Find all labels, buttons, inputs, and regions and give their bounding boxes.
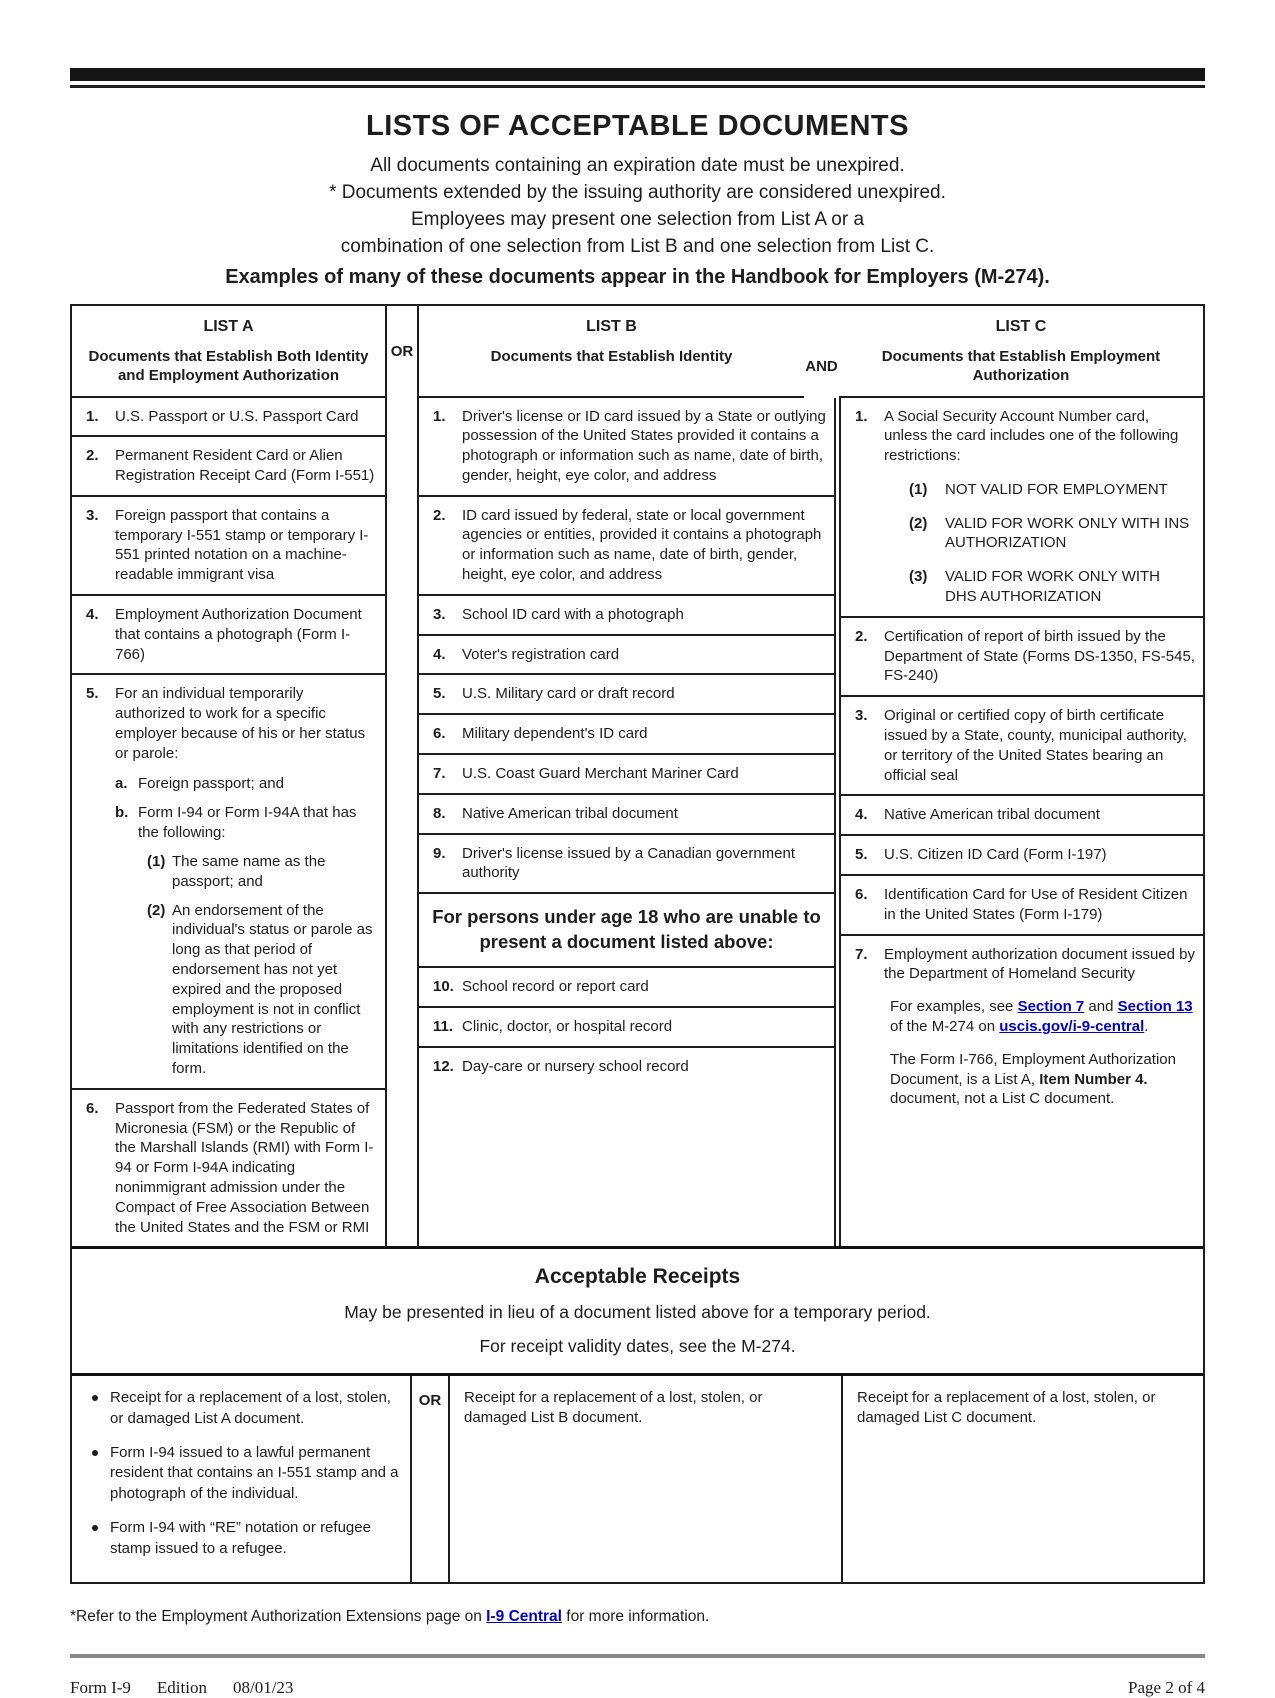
list-a-item-2 [72, 437, 385, 497]
intro-line-3: Employees may present one selection from List A or a [410, 209, 865, 230]
paragraph-text: For examples, see [890, 998, 1018, 1016]
list-a-item-5b2 [147, 901, 377, 1079]
list-a-item-6 [72, 1090, 385, 1247]
item-text: Certification of report of birth issued by the Department of State (Forms DS-1350, FS-545, FS-240) [884, 627, 1195, 685]
list-c-item-2 [841, 618, 1203, 697]
item-text: A Social Security Account Number card, unless the card includes one of the following restrictions: [884, 407, 1179, 465]
list-a-item-1 [72, 398, 385, 438]
list-b-item-4 [419, 636, 834, 676]
link-uscis-i9-central[interactable]: uscis.gov/i-9-central [999, 1018, 1145, 1036]
item-text: Employment Authorization Document that contains a photograph (Form I-766) [115, 606, 362, 663]
list-b-item-10 [419, 968, 834, 1008]
list-a-item-5b1 [147, 852, 377, 892]
item-number: (2) [147, 901, 166, 919]
item-text: VALID FOR WORK ONLY WITH DHS AUTHORIZATION [945, 568, 1161, 606]
footnote [70, 1608, 1205, 1626]
footer-page-number: Page 2 of 4 [1128, 1678, 1205, 1698]
list-a-column [72, 398, 387, 1247]
item-number: 5. [433, 685, 446, 703]
footer-form-name: Form I-9 [70, 1678, 131, 1698]
acceptable-receipts-title: Acceptable Receipts [534, 1265, 741, 1289]
intro-text [70, 152, 1205, 260]
list-b-item-5 [419, 675, 834, 715]
list-c-item-6 [841, 876, 1203, 936]
item-number: 6. [855, 886, 868, 904]
item-number: (2) [909, 514, 928, 532]
acceptable-receipts-header [72, 1246, 1203, 1376]
item-text: School ID card with a photograph [462, 605, 684, 623]
m274-examples-paragraph [890, 997, 1195, 1037]
list-b-item-1 [419, 398, 834, 497]
list-b-column [419, 398, 836, 1247]
intro-line-4: combination of one selection from List B and one selection from List C. [340, 236, 935, 257]
handbook-note: Examples of many of these documents appear in the Handbook for Employers (M-274). [225, 266, 1050, 288]
list-c-item-4 [841, 796, 1203, 836]
receipts-list-a-cell [72, 1376, 412, 1582]
item-text: U.S. Citizen ID Card (Form I-197) [884, 846, 1107, 864]
item-number: 4. [433, 645, 446, 663]
item-text: Foreign passport that contains a temporary I-551 stamp or temporary I-551 printed notation on a machine-readable immigrant visa [115, 506, 369, 584]
item-text: Military dependent's ID card [462, 725, 648, 743]
list-b-item-12 [419, 1048, 834, 1247]
item-text: Employment authorization document issued by the Department of Homeland Security [884, 945, 1196, 983]
paragraph-text: of the M-274 on [890, 1018, 1000, 1036]
item-number: 1. [855, 407, 868, 425]
footer-edition-date: 08/01/23 [232, 1678, 294, 1698]
list-b-subtitle: Documents that Establish Identity [490, 348, 733, 365]
item-letter: b. [115, 804, 129, 822]
footnote-text: for more information. [561, 1608, 710, 1626]
list-c-column [839, 398, 1203, 1247]
list-a-item-4 [72, 596, 385, 675]
item-text: Form I-94 or Form I-94A that has the following: [138, 804, 357, 842]
under-18-header: For persons under age 18 who are unable to present a document listed above: [419, 894, 834, 968]
receipts-or-label: OR [412, 1376, 450, 1582]
intro-line-2: * Documents extended by the issuing authority are considered unexpired. [329, 182, 946, 203]
receipt-text: Form I-94 issued to a lawful permanent resident that contains an I-551 stamp and a photograph of the individual. [110, 1443, 399, 1503]
receipt-bullet [72, 1388, 400, 1429]
bullet-icon [92, 1395, 98, 1401]
bullet-icon [92, 1525, 98, 1531]
item-number: 3. [855, 707, 868, 725]
acceptable-documents-table [70, 304, 1205, 1584]
item-text: Voter's registration card [462, 645, 620, 663]
table-body [72, 398, 1203, 1247]
item-number: 12. [433, 1057, 454, 1075]
footer-rule [70, 1654, 1205, 1658]
receipt-text: Form I-94 with “RE” notation or refugee stamp issued to a refugee. [110, 1518, 371, 1557]
item-text: Original or certified copy of birth certificate issued by a State, county, municipal authority, or territory of the United States bearing an official seal [884, 707, 1187, 784]
list-c-subtitle: Documents that Establish Employment Authorization [881, 348, 1161, 384]
item-number: (1) [909, 480, 928, 498]
list-a-item-5a [115, 774, 377, 794]
item-number: 7. [433, 765, 446, 783]
item-number: 8. [433, 804, 446, 822]
item-number: 3. [433, 605, 446, 623]
list-c-header [839, 306, 1203, 398]
receipt-text: Receipt for a replacement of a lost, stolen, or damaged List A document. [110, 1389, 391, 1428]
item-text: Driver's license issued by a Canadian government authority [462, 844, 796, 882]
item-text: Native American tribal document [884, 806, 1100, 824]
item-number: (3) [909, 568, 928, 586]
list-c-item-7 [841, 936, 1203, 1247]
receipts-columns [72, 1376, 1203, 1582]
item-text: NOT VALID FOR EMPLOYMENT [945, 480, 1168, 498]
link-section-7[interactable]: Section 7 [1017, 998, 1085, 1016]
list-b-item-7 [419, 755, 834, 795]
list-b-item-6 [419, 715, 834, 755]
list-a-subtitle: Documents that Establish Both Identity and Employment Authorization [88, 348, 369, 384]
ssn-restriction-3 [909, 567, 1195, 607]
list-c-item-5 [841, 836, 1203, 876]
footnote-text: *Refer to the Employment Authorization Extensions page on [70, 1608, 487, 1626]
footer-edition-label: Edition [156, 1678, 207, 1698]
item-text: School record or report card [462, 978, 649, 996]
list-c-title: LIST C [995, 318, 1047, 335]
list-a-header [72, 306, 387, 398]
receipt-bullet [72, 1518, 400, 1559]
item-text: Passport from the Federated States of Micronesia (FSM) or the Republic of the Marshall Islands (RMI) with Form I-94 or Form I-94A indicating nonimmigrant admission under the Compact of Free Association Between the United States and the FSM or RMI [115, 1099, 374, 1236]
item-number: 3. [86, 506, 99, 524]
item-number: 1. [433, 407, 446, 425]
receipts-line-1: May be presented in lieu of a document listed above for a temporary period. [344, 1302, 931, 1323]
item-text: An endorsement of the individual's status or parole as long as that period of endorsement has not yet expired and the proposed employment is not in conflict with any restrictions or limitations identified on the form. [172, 901, 373, 1078]
item-number: 7. [855, 945, 868, 963]
form-i766-note-paragraph [890, 1050, 1195, 1109]
list-a-item-5b [115, 803, 377, 1078]
top-thin-rule [70, 85, 1205, 88]
item-text: Foreign passport; and [138, 774, 284, 792]
item-text: U.S. Military card or draft record [462, 685, 675, 703]
list-a-title: LIST A [203, 318, 254, 335]
or-divider-column [387, 398, 419, 1247]
item-text: For an individual temporarily authorized to work for a specific employer because of his or her status or parole: [115, 685, 366, 762]
list-b-item-11 [419, 1008, 834, 1048]
page-title: LISTS OF ACCEPTABLE DOCUMENTS [366, 110, 909, 142]
link-i9-central[interactable]: I-9 Central [486, 1608, 562, 1626]
item-number: 4. [855, 806, 868, 824]
item-number: 5. [855, 846, 868, 864]
item-number: 5. [86, 685, 99, 703]
or-divider-label: OR [387, 306, 419, 398]
item-text: ID card issued by federal, state or local government agencies or entities, provided it contains a photograph or information such as name, date of birth, gender, height, eye color, and address [462, 506, 822, 584]
list-b-item-8 [419, 795, 834, 835]
item-text: VALID FOR WORK ONLY WITH INS AUTHORIZATION [945, 514, 1190, 552]
list-b-header [419, 306, 804, 398]
item-number: 2. [433, 506, 446, 524]
item-number: 9. [433, 844, 446, 862]
receipt-bullet [72, 1443, 400, 1505]
list-a-item-5 [72, 675, 385, 1089]
item-number: 6. [433, 725, 446, 743]
item-number: 11. [433, 1017, 454, 1035]
item-text: Driver's license or ID card issued by a State or outlying possession of the United States provided it contains a photograph or information such as name, date of birth, gender, height, eye color, and address [462, 407, 826, 484]
item-text: Clinic, doctor, or hospital record [462, 1017, 673, 1035]
list-c-item-3 [841, 697, 1203, 796]
item-text: U.S. Coast Guard Merchant Mariner Card [462, 765, 739, 783]
paragraph-text: and [1084, 998, 1118, 1016]
footer-form-id [70, 1678, 293, 1698]
and-divider-label: AND [805, 358, 838, 376]
item-number: 10. [433, 978, 454, 996]
table-header-row [72, 306, 1203, 398]
item-number: 6. [86, 1099, 99, 1117]
receipts-list-c-cell: Receipt for a replacement of a lost, stolen, or damaged List C document. [857, 1389, 1156, 1427]
item-text: Permanent Resident Card or Alien Registration Receipt Card (Form I-551) [115, 447, 375, 485]
item-text: Day-care or nursery school record [462, 1057, 689, 1075]
bullet-icon [92, 1450, 98, 1456]
top-thick-rule [70, 68, 1205, 81]
item-text: Native American tribal document [462, 804, 678, 822]
top-rules [70, 0, 1205, 88]
list-b-item-2 [419, 497, 834, 596]
link-section-13[interactable]: Section 13 [1117, 998, 1193, 1016]
item-number: 1. [86, 407, 99, 425]
list-b-title: LIST B [586, 318, 637, 335]
item-number-4-emphasis: Item Number 4. [1039, 1070, 1148, 1088]
item-number: 2. [855, 627, 868, 645]
intro-line-1: All documents containing an expiration date must be unexpired. [370, 155, 905, 176]
paragraph-text: The Form I-766, Employment Authorization Document, is a List A, [890, 1050, 1176, 1088]
ssn-restriction-1 [909, 480, 1195, 500]
item-number: 2. [86, 447, 99, 465]
receipts-line-2: For receipt validity dates, see the M-274. [479, 1336, 796, 1357]
item-text: The same name as the passport; and [172, 853, 326, 890]
list-b-item-9 [419, 835, 834, 895]
item-text: Identification Card for Use of Resident Citizen in the United States (Form I-179) [884, 886, 1188, 923]
item-number: 4. [86, 606, 99, 624]
list-c-item-1 [841, 398, 1203, 618]
list-a-item-3 [72, 497, 385, 596]
item-number: (1) [147, 853, 166, 871]
list-b-item-3 [419, 596, 834, 636]
page-footer [70, 1678, 1205, 1698]
ssn-restriction-2 [909, 514, 1195, 554]
item-text: U.S. Passport or U.S. Passport Card [115, 407, 359, 425]
receipts-list-b-cell: Receipt for a replacement of a lost, stolen, or damaged List B document. [450, 1376, 843, 1582]
paragraph-text: document, not a List C document. [890, 1090, 1115, 1108]
paragraph-text: . [1144, 1018, 1149, 1036]
item-letter: a. [115, 774, 128, 792]
